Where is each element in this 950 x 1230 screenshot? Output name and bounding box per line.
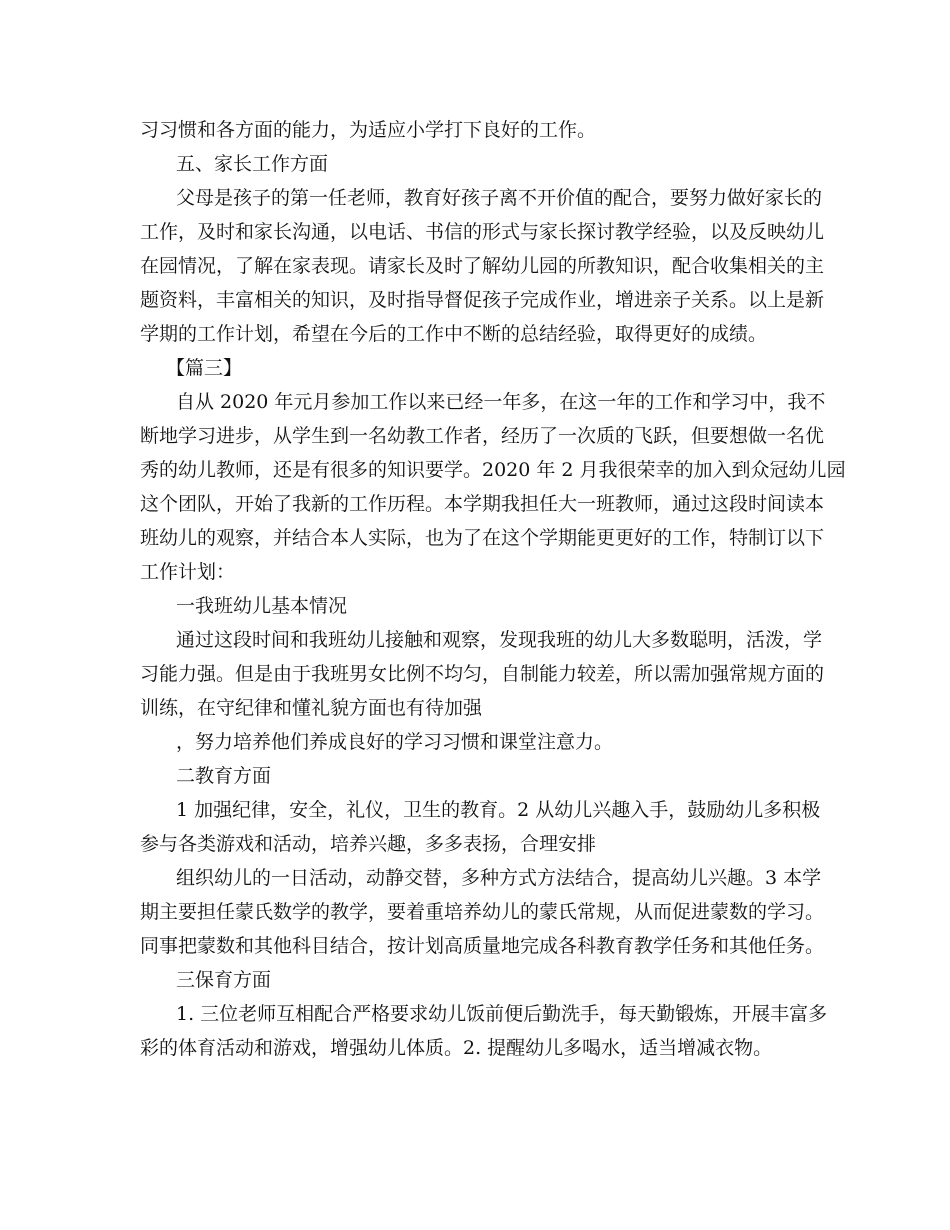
text-line: 自从 2020 年元月参加工作以来已经一年多，在这一年的工作和学习中，我不	[176, 391, 826, 413]
text-line: 通过这段时间和我班幼儿接触和观察，发现我班的幼儿大多数聪明，活泼，学	[176, 629, 823, 651]
section-heading: 五、家长工作方面	[176, 153, 329, 175]
section-heading: 三保育方面	[176, 969, 272, 991]
text-line: 同事把蒙数和其他科目结合，按计划高质量地完成各科教育教学任务和其他任务。	[140, 935, 825, 957]
text-line: 彩的体育活动和游戏，增强幼儿体质。2. 提醒幼儿多喝水，适当增减衣物。	[140, 1037, 773, 1059]
text-line: 1. 三位老师互相配合严格要求幼儿饭前便后勤洗手，每天勤锻炼，开展丰富多	[176, 1003, 828, 1025]
text-line: 父母是孩子的第一任老师，教育好孩子离不开价值的配合，要努力做好家长的	[176, 187, 823, 209]
text-line: 期主要担任蒙氏数学的教学，要着重培养幼儿的蒙氏常规，从而促进蒙数的学习。	[140, 901, 825, 923]
text-line: 1 加强纪律，安全，礼仪，卫生的教育。2 从幼儿兴趣入手，鼓励幼儿多积极	[176, 799, 821, 821]
text-line: 习习惯和各方面的能力，为适应小学打下良好的工作。	[140, 119, 597, 141]
section-heading: 二教育方面	[176, 765, 272, 787]
text-line: 训练，在守纪律和懂礼貌方面也有待加强	[140, 697, 483, 719]
text-line: 学期的工作计划，希望在今后的工作中不断的总结经验，取得更好的成绩。	[140, 323, 768, 345]
text-line: ，努力培养他们养成良好的学习习惯和课堂注意力。	[176, 731, 614, 753]
text-line: 班幼儿的观察，并结合本人实际，也为了在这个学期能更更好的工作，特制订以下	[140, 527, 825, 549]
text-line: 工作计划：	[140, 561, 236, 583]
text-line: 题资料，丰富相关的知识，及时指导督促孩子完成作业，增进亲子关系。以上是新	[140, 289, 825, 311]
text-line: 习能力强。但是由于我班男女比例不均匀，自制能力较差，所以需加强常规方面的	[140, 663, 825, 685]
text-line: 参与各类游戏和活动，培养兴趣，多多表扬，合理安排	[140, 833, 597, 855]
text-line: 这个团队，开始了我新的工作历程。本学期我担任大一班教师，通过这段时间读本	[140, 493, 825, 515]
text-line: 工作，及时和家长沟通，以电话、书信的形式与家长探讨教学经验，以及反映幼儿	[140, 221, 825, 243]
text-line: 秀的幼儿教师，还是有很多的知识要学。2020 年 2 月我很荣幸的加入到众冠幼儿园	[140, 459, 846, 481]
text-line: 在园情况，了解在家表现。请家长及时了解幼儿园的所教知识，配合收集相关的主	[140, 255, 825, 277]
text-line: 组织幼儿的一日活动，动静交替，多种方式方法结合，提高幼儿兴趣。3 本学	[176, 867, 822, 889]
text-line: 断地学习进步，从学生到一名幼教工作者，经历了一次质的飞跃，但要想做一名优	[140, 425, 825, 447]
chapter-heading: 【篇三】	[166, 357, 243, 379]
section-heading: 一我班幼儿基本情况	[176, 595, 348, 617]
